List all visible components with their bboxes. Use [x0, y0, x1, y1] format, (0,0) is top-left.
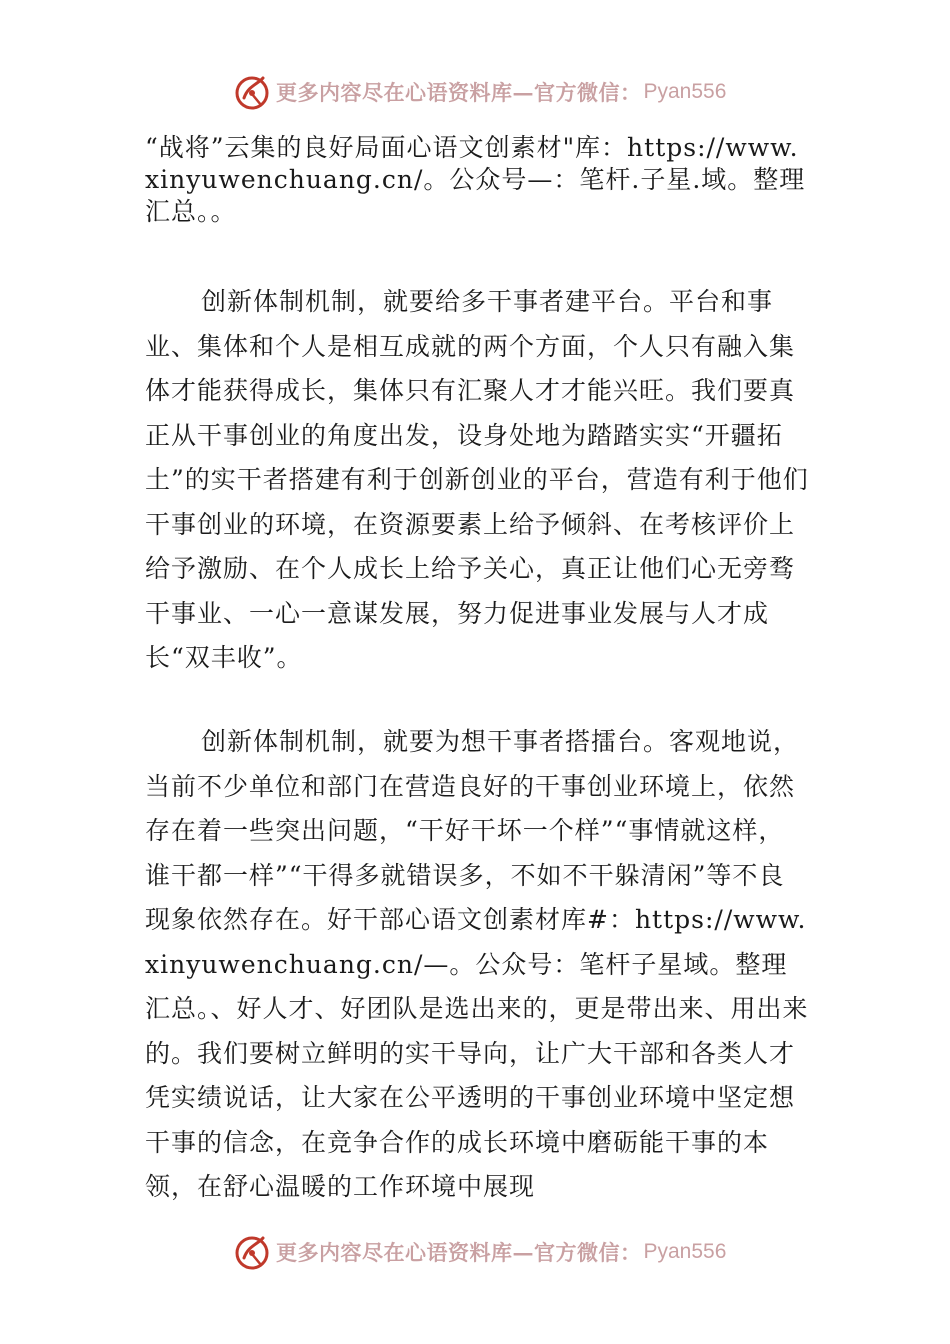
- header-watermark-banner: [232, 72, 726, 112]
- banner-wechat-id: Pyan556: [643, 80, 727, 103]
- footer-watermark-banner: [232, 1232, 726, 1272]
- banner-text: 更多内容尽在心语资料库—官方微信：: [276, 1240, 642, 1265]
- paragraph-intro: “战将”云集的良好局面心语文创素材"库：https://www.xinyuwenchuang.cn/。公众号—：笔杆.子星.域。整理汇总。。: [145, 133, 806, 226]
- paragraph-arena: 创新体制机制，就要为想干事者搭擂台。客观地说，当前不少单位和部门在营造良好的干事创业环境上，依然存在着一些突出问题，“干好干坏一个样”“事情就这样，谁干都一样”“干得多就错误多，不如不干躲清闲”等不良现象依然存在。好干部心语文创素材库#：https://www.xinyuwenchuang.cn/—。公众号：笔杆子星域。整理汇总。、好人才、好团队是选出来的，更是带出来、用出来的。我们要树立鲜明的实干导向，让广大干部和各类人才凭实绩说话，让大家在公平透明的干事创业环境中坚定想干事的信念，在竞争合作的成长环境中磨砺能干事的本领，在舒心温暖的工作环境中展现: [145, 727, 809, 1201]
- banner-text: 更多内容尽在心语资料库—官方微信：: [276, 80, 642, 105]
- paragraph-platform: 创新体制机制，就要给多干事者建平台。平台和事业、集体和个人是相互成就的两个方面，个人只有融入集体才能获得成长，集体只有汇聚人才才能兴旺。我们要真正从干事创业的角度出发，设身处地为踏踏实实“开疆拓土”的实干者搭建有利于创新创业的平台，营造有利于他们干事创业的环境，在资源要素上给予倾斜、在考核评价上给予激励、在个人成长上给予关心，真正让他们心无旁骛干事业、一心一意谋发展，努力促进事业发展与人才成长“双丰收”。: [145, 287, 809, 672]
- logo-icon: [232, 1232, 272, 1272]
- logo-icon: [232, 72, 272, 112]
- banner-wechat-id: Pyan556: [643, 1240, 727, 1263]
